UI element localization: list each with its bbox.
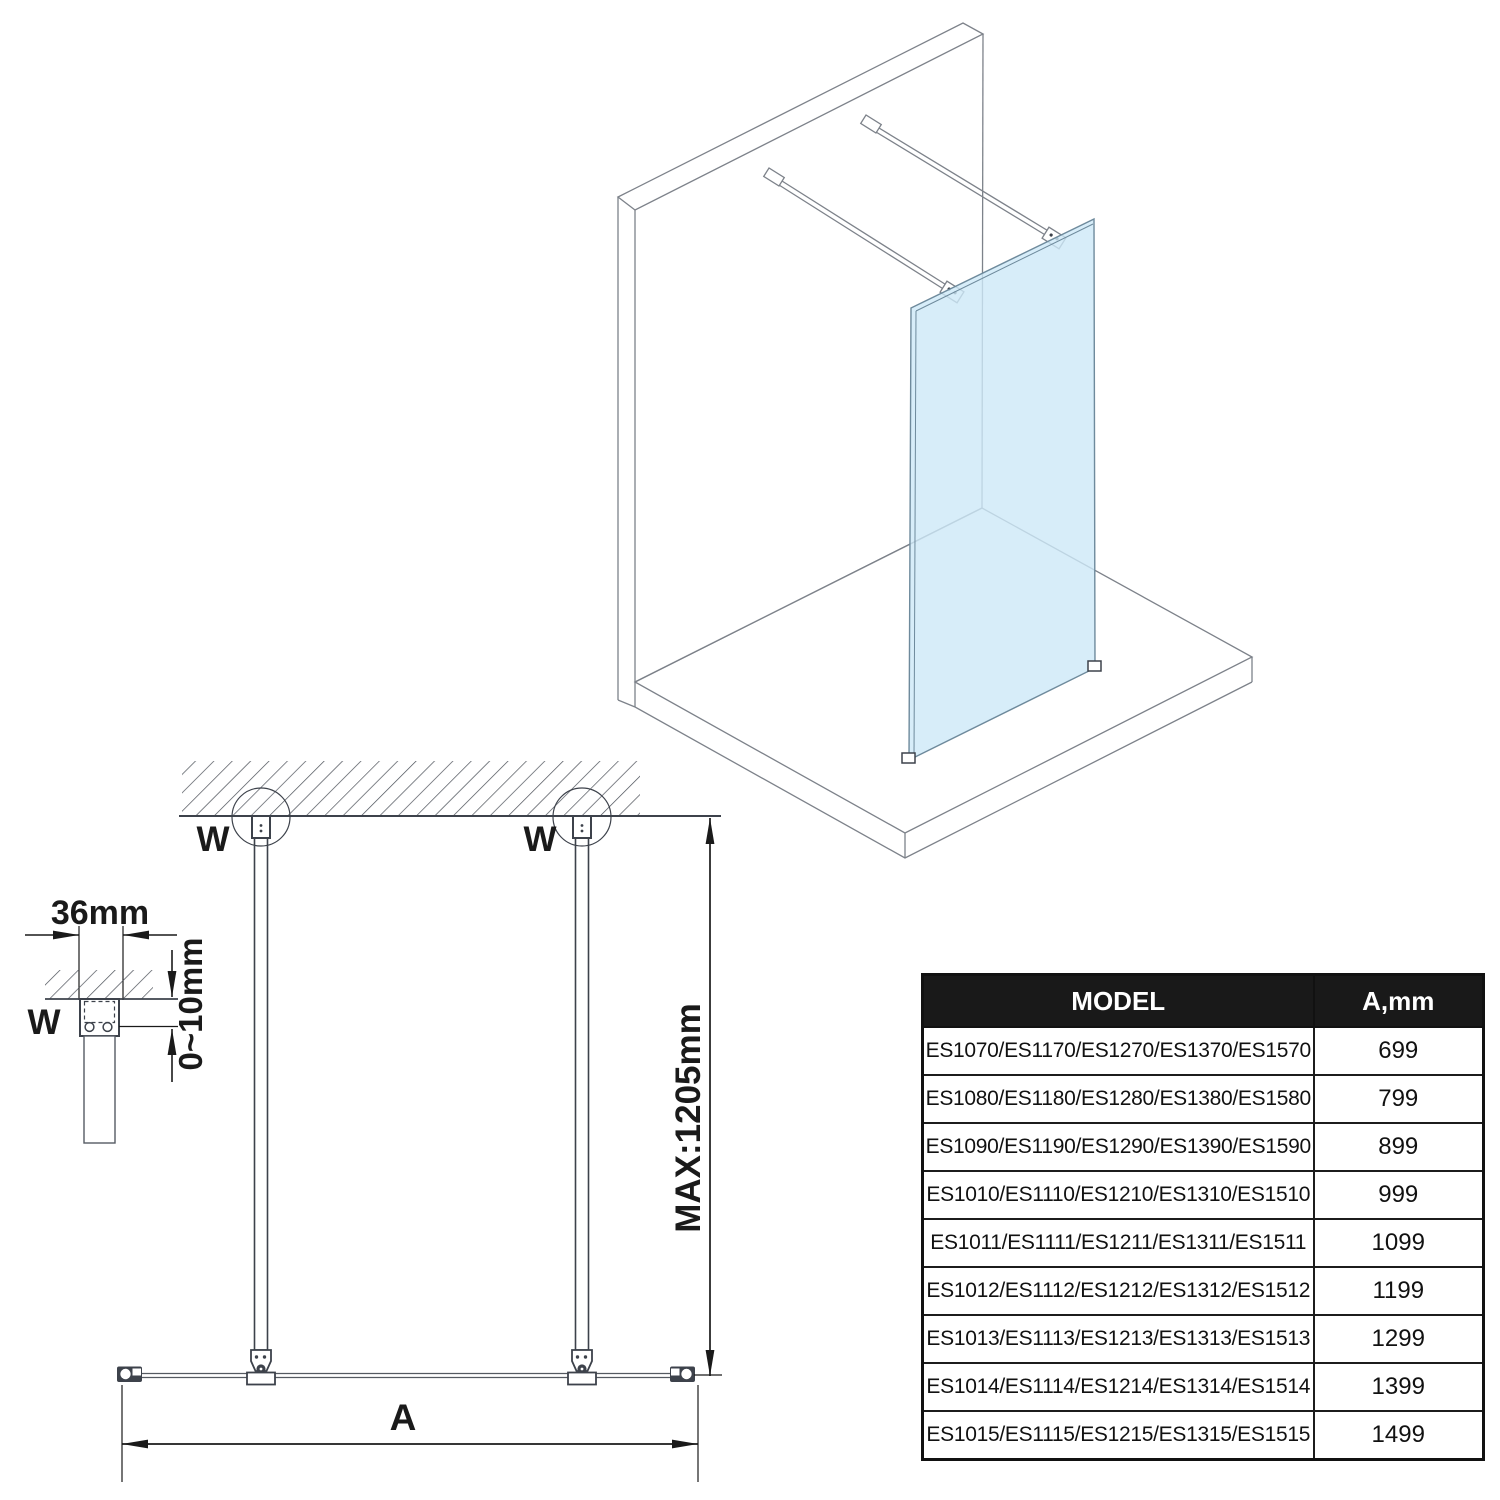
width-cell: 1099 xyxy=(1314,1219,1484,1267)
glass-surface xyxy=(909,219,1095,760)
wall-hatch-detail xyxy=(45,970,153,999)
max-dimension xyxy=(669,818,722,1376)
table-row xyxy=(923,1171,1484,1219)
width-cell: 1199 xyxy=(1314,1267,1484,1315)
model-cell: ES1013/ES1113/ES1213/ES1313/ES1513 xyxy=(923,1315,1314,1363)
isometric-view xyxy=(618,23,1252,858)
table-row xyxy=(923,1411,1484,1460)
front-view xyxy=(117,761,722,1482)
wall-bracket-detail xyxy=(80,999,119,1143)
table-row xyxy=(923,1315,1484,1363)
glass-foot-right-3d xyxy=(1088,661,1101,671)
glass-foot-left xyxy=(117,1367,142,1383)
width-dimension xyxy=(122,1385,698,1482)
max-dimension-label: MAX:1205mm xyxy=(669,1003,708,1233)
model-cell: ES1090/ES1190/ES1290/ES1390/ES1590 xyxy=(923,1123,1314,1171)
bracket-detail-view xyxy=(25,894,209,1143)
table-row xyxy=(923,1267,1484,1315)
glass-panel-3d xyxy=(902,219,1101,763)
support-bar-right xyxy=(573,816,591,1350)
table-row xyxy=(923,1075,1484,1123)
width-cell: 999 xyxy=(1314,1171,1484,1219)
width-cell: 1299 xyxy=(1314,1315,1484,1363)
width-dimension-label: A xyxy=(389,1397,417,1438)
wall-marker-right-label: W xyxy=(523,820,557,859)
model-cell: ES1010/ES1110/ES1210/ES1310/ES1510 xyxy=(923,1171,1314,1219)
gap-range-label: 0~10mm xyxy=(172,937,209,1071)
model-cell: ES1011/ES1111/ES1211/ES1311/ES1511 xyxy=(923,1219,1314,1267)
table-header-row xyxy=(923,975,1484,1028)
glass-foot-left-3d xyxy=(902,753,915,763)
width-cell: 699 xyxy=(1314,1027,1484,1075)
support-bar-front-3d xyxy=(764,168,964,303)
model-cell: ES1014/ES1114/ES1214/ES1314/ES1514 xyxy=(923,1363,1314,1411)
model-cell: ES1080/ES1180/ES1280/ES1380/ES1580 xyxy=(923,1075,1314,1123)
support-bar-back-3d xyxy=(861,115,1066,249)
glass-edge-line xyxy=(128,1374,693,1378)
model-cell: ES1015/ES1115/ES1215/ES1315/ES1515 xyxy=(923,1411,1314,1460)
model-cell: ES1070/ES1170/ES1270/ES1370/ES1570 xyxy=(923,1027,1314,1075)
ceiling-hatch xyxy=(182,761,640,816)
width-cell: 1499 xyxy=(1314,1411,1484,1460)
wall-marker-left-label: W xyxy=(196,820,230,859)
support-bar-left xyxy=(252,816,270,1350)
glass-foot-right xyxy=(670,1367,695,1383)
glass-clamp-right xyxy=(568,1350,596,1385)
table-row xyxy=(923,1123,1484,1171)
width-column-header: A,mm xyxy=(1314,975,1484,1028)
glass-clamp-left xyxy=(247,1350,275,1385)
model-size-table xyxy=(921,973,1485,1461)
model-column-header: MODEL xyxy=(923,975,1314,1028)
width-cell: 799 xyxy=(1314,1075,1484,1123)
width-cell: 899 xyxy=(1314,1123,1484,1171)
model-cell: ES1012/ES1112/ES1212/ES1312/ES1512 xyxy=(923,1267,1314,1315)
table-row xyxy=(923,1363,1484,1411)
table-row xyxy=(923,1027,1484,1075)
table-row xyxy=(923,1219,1484,1267)
wall-marker-detail-label: W xyxy=(27,1003,61,1042)
width-cell: 1399 xyxy=(1314,1363,1484,1411)
bracket-width-label: 36mm xyxy=(50,894,150,932)
